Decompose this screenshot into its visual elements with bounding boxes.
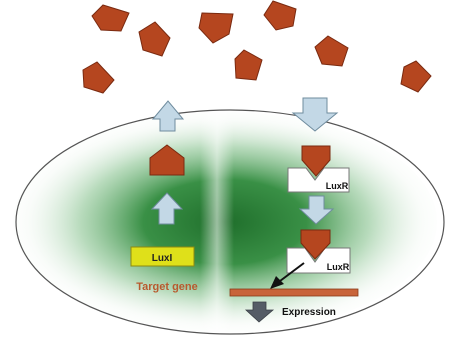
extracellular-autoinducers (83, 1, 431, 93)
autoinducer-pentagon-icon (139, 22, 170, 56)
cell-center-highlight (200, 112, 234, 334)
autoinducer-pentagon-icon (92, 5, 129, 31)
autoinducer-pentagon-icon (83, 62, 114, 93)
luxr-bottom-label: LuxR (326, 262, 350, 272)
autoinducer-pentagon-icon (235, 50, 262, 80)
bacterial-cell (13, 110, 444, 334)
target-gene-label: Target gene (136, 281, 198, 293)
luxr-top-label: LuxR (325, 181, 349, 191)
autoinducer-pentagon-icon (199, 13, 233, 43)
autoinducer-pentagon-icon (401, 61, 431, 92)
luxi-label: LuxI (151, 253, 173, 264)
expression-label: Expression (282, 307, 336, 318)
autoinducer-pentagon-icon (264, 1, 296, 30)
autoinducer-pentagon-icon (315, 36, 348, 66)
target-gene-bar (230, 289, 358, 296)
